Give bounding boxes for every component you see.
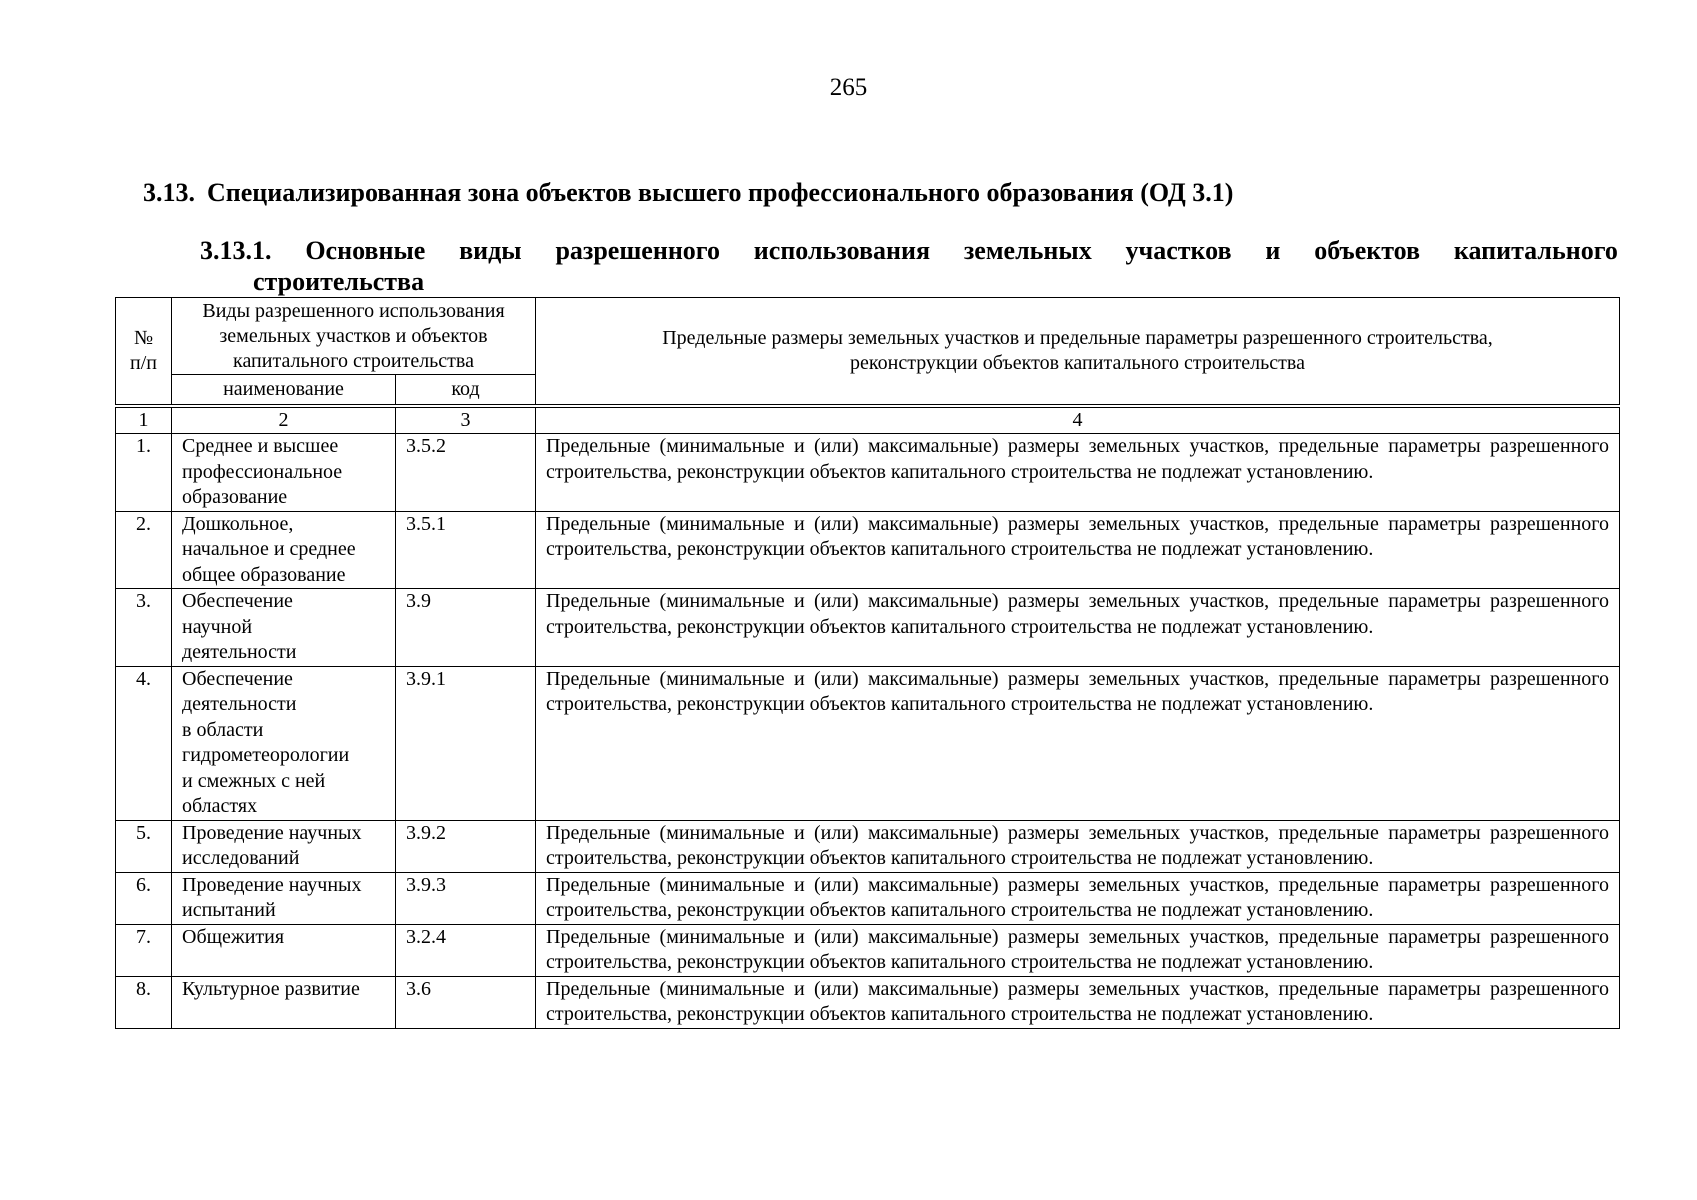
limits-text: Предельные (минимальные и (или) максимальные) размеры земельных участков, предельные параметры разрешенного строительства, реконструкции объектов капитального строительства не подлежат установлению.: [536, 589, 1620, 667]
subsection-title-word: разрешенного: [555, 236, 720, 265]
column-number: 2: [172, 408, 396, 434]
row-number: 7.: [116, 924, 172, 976]
subsection-title-word: и: [1265, 236, 1281, 265]
use-name-line: общее образование: [182, 563, 346, 586]
use-name: [172, 434, 396, 512]
row-number: 8.: [116, 976, 172, 1028]
use-name-line: образование: [182, 486, 288, 508]
use-name-line: Среднее и высшее: [182, 435, 339, 457]
header-name: наименование: [172, 375, 396, 405]
subsection-title-word: земельных: [963, 236, 1092, 265]
subsection-title: [200, 235, 1618, 297]
limits-text: Предельные (минимальные и (или) максимальные) размеры земельных участков, предельные параметры разрешенного строительства, реконструкции объектов капитального строительства не подлежат установлению.: [536, 434, 1620, 512]
use-code: 3.5.1: [396, 511, 536, 589]
use-code: 3.9.2: [396, 820, 536, 872]
subsection-title-line1: [200, 235, 1618, 266]
use-name-line: Проведение научных: [182, 873, 362, 896]
use-name: [172, 511, 396, 589]
row-number: 3.: [116, 589, 172, 667]
header-types-line: Виды разрешенного использования: [202, 299, 505, 322]
subsection-title-word: капитального: [1453, 236, 1618, 265]
limits-text: Предельные (минимальные и (или) максимальные) размеры земельных участков, предельные параметры разрешенного строительства, реконструкции объектов капитального строительства не подлежат установлению.: [536, 820, 1620, 872]
use-name: [172, 872, 396, 924]
header-types: [172, 298, 536, 375]
use-code: 3.9: [396, 589, 536, 667]
section-number: 3.13.: [143, 178, 195, 207]
row-number: 1.: [116, 434, 172, 512]
subsection-number: 3.13.1.: [200, 236, 272, 265]
row-number: 5.: [116, 820, 172, 872]
limits-text: Предельные (минимальные и (или) максимальные) размеры земельных участков, предельные параметры разрешенного строительства, реконструкции объектов капитального строительства не подлежат установлению.: [536, 872, 1620, 924]
section-title: [143, 178, 1233, 208]
use-code: 3.9.1: [396, 666, 536, 820]
header-limits-line: реконструкции объектов капитального строительства: [850, 352, 1305, 374]
use-name-line: Общежития: [182, 925, 285, 948]
table-row: [116, 666, 1620, 820]
subsection-title-word: Основные: [305, 236, 426, 265]
header-limits-line: Предельные размеры земельных участков и предельные параметры разрешенного строительства,: [662, 327, 1493, 349]
use-name: [172, 666, 396, 820]
table-row: [116, 511, 1620, 589]
table-row: [116, 872, 1620, 924]
use-name-line: Дошкольное,: [182, 512, 294, 535]
table-row: [116, 924, 1620, 976]
use-name-line: деятельности: [182, 693, 297, 715]
use-name-line: гидрометеорологии: [182, 744, 350, 766]
use-name-line: областях: [182, 795, 258, 817]
row-number: 6.: [116, 872, 172, 924]
row-number: 2.: [116, 511, 172, 589]
column-number: 3: [396, 408, 536, 434]
limits-text: Предельные (минимальные и (или) максимальные) размеры земельных участков, предельные параметры разрешенного строительства, реконструкции объектов капитального строительства не подлежат установлению.: [536, 511, 1620, 589]
table-row: [116, 589, 1620, 667]
limits-text: Предельные (минимальные и (или) максимальные) размеры земельных участков, предельные параметры разрешенного строительства, реконструкции объектов капитального строительства не подлежат установлению.: [536, 976, 1620, 1028]
use-name-line: начальное и среднее: [182, 538, 356, 560]
page-number: 265: [829, 74, 868, 101]
header-no-line: п/п: [130, 352, 157, 374]
table-row: [116, 976, 1620, 1028]
use-name-line: и смежных с ней: [182, 769, 326, 792]
column-number: 4: [536, 408, 1620, 434]
use-name-line: Культурное развитие: [182, 977, 360, 1000]
table-header: [115, 297, 1620, 405]
header-limits: [536, 298, 1620, 405]
table-row: [116, 434, 1620, 512]
use-name-line: Обеспечение: [182, 667, 293, 690]
use-name: [172, 589, 396, 667]
column-number: 1: [116, 408, 172, 434]
limits-text: Предельные (минимальные и (или) максимальные) размеры земельных участков, предельные параметры разрешенного строительства, реконструкции объектов капитального строительства не подлежат установлению.: [536, 666, 1620, 820]
use-code: 3.2.4: [396, 924, 536, 976]
header-no-line: №: [133, 327, 154, 349]
use-name-line: деятельности: [182, 641, 297, 663]
limits-text: Предельные (минимальные и (или) максимальные) размеры земельных участков, предельные параметры разрешенного строительства, реконструкции объектов капитального строительства не подлежат установлению.: [536, 924, 1620, 976]
use-code: 3.9.3: [396, 872, 536, 924]
subsection-title-word: участков: [1125, 236, 1232, 265]
header-types-line: земельных участков и объектов: [219, 324, 488, 347]
subsection-title-word: объектов: [1314, 236, 1421, 265]
subsection-title-line2: строительства: [253, 267, 425, 296]
permitted-use-table: [115, 407, 1620, 1029]
section-title-text: Специализированная зона объектов высшего профессионального образования (ОД 3.1): [207, 178, 1234, 207]
use-name: [172, 976, 396, 1028]
use-name-line: исследований: [182, 847, 300, 869]
row-number: 4.: [116, 666, 172, 820]
use-name-line: профессиональное: [182, 460, 343, 483]
subsection-title-word: использования: [753, 236, 931, 265]
header-types-line: капитального строительства: [233, 349, 474, 372]
use-name-line: Обеспечение: [182, 590, 293, 612]
table-row: [116, 820, 1620, 872]
header-no: [116, 298, 172, 405]
column-number-row: [116, 408, 1620, 434]
use-code: 3.6: [396, 976, 536, 1028]
use-name: [172, 924, 396, 976]
use-name-line: испытаний: [182, 899, 276, 921]
use-name-line: научной: [182, 615, 253, 638]
use-name: [172, 820, 396, 872]
use-name-line: в области: [182, 718, 264, 741]
subsection-title-word: виды: [459, 236, 522, 265]
header-code: код: [396, 375, 536, 405]
use-name-line: Проведение научных: [182, 821, 362, 844]
use-code: 3.5.2: [396, 434, 536, 512]
